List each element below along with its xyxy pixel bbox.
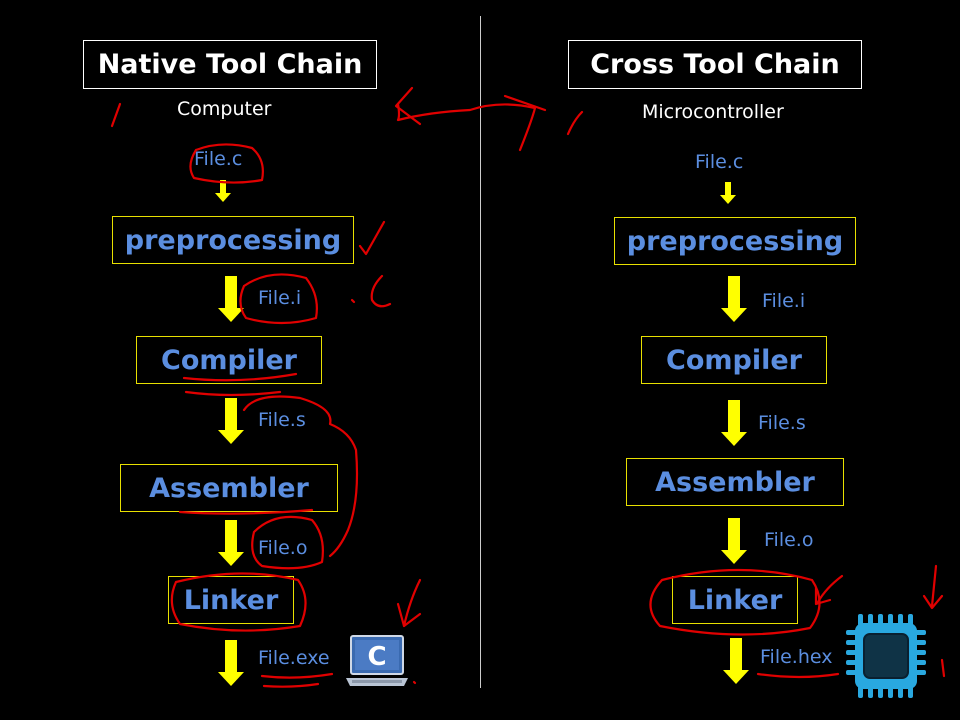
annotation-circle-file-i [240, 274, 316, 323]
cross-stage-preprocessing-label: preprocessing [626, 225, 844, 257]
annotation-tick-right [568, 112, 582, 134]
annotation-check-preprocessing [360, 222, 384, 254]
native-input-file: File.c [194, 148, 243, 170]
native-file-i: File.i [258, 287, 302, 309]
native-stage-compiler-label: Compiler [161, 344, 297, 376]
native-output-file: File.exe [258, 647, 330, 669]
annotation-mark-right [942, 660, 944, 676]
cross-file-i: File.i [762, 290, 806, 312]
annotation-arrow-chip [932, 566, 936, 606]
cross-output-file: File.hex [760, 646, 833, 668]
native-stage-assembler-label: Assembler [149, 472, 309, 504]
cross-file-o: File.o [764, 529, 814, 551]
annotation-curve-file-s [244, 397, 357, 557]
annotation-dot [352, 300, 354, 302]
svg-text:C: C [367, 642, 387, 672]
annotation-underline-compiler-2 [186, 392, 280, 395]
annotation-letter-c [372, 276, 390, 306]
annotation-underline-compiler [184, 374, 296, 380]
annotation-arrow-head-right [505, 96, 545, 110]
annotation-underline-assembler [180, 510, 312, 514]
native-platform-label: Computer [177, 98, 272, 120]
native-file-o: File.o [258, 537, 308, 559]
cross-title: Cross Tool Chain [590, 49, 840, 80]
native-stage-linker-label: Linker [183, 584, 279, 616]
cross-stage-assembler-label: Assembler [655, 466, 815, 498]
cross-platform-label: Microcontroller [642, 101, 784, 123]
native-file-s: File.s [258, 409, 306, 431]
annotation-circle-file-c [190, 144, 262, 182]
annotation-circle-linker-cross [650, 570, 819, 635]
annotation-arrow-linker [818, 576, 842, 602]
cross-file-s: File.s [758, 412, 806, 434]
annotation-underline-file-hex [758, 674, 838, 677]
annotation-underline-file-exe [262, 674, 332, 678]
annotation-circle-linker-native [172, 573, 306, 630]
cross-stage-linker-label: Linker [687, 584, 783, 616]
native-stage-preprocessing-label: preprocessing [124, 224, 342, 256]
cross-input-file: File.c [695, 151, 744, 173]
cross-stage-compiler-label: Compiler [666, 344, 802, 376]
annotation-tick-left [112, 104, 120, 126]
annotation-underline-file-exe-2 [264, 684, 318, 687]
annotation-dot-2 [414, 682, 415, 683]
annotation-double-arrow [398, 104, 535, 150]
native-title: Native Tool Chain [97, 49, 363, 80]
annotation-circle-file-o [252, 517, 323, 568]
